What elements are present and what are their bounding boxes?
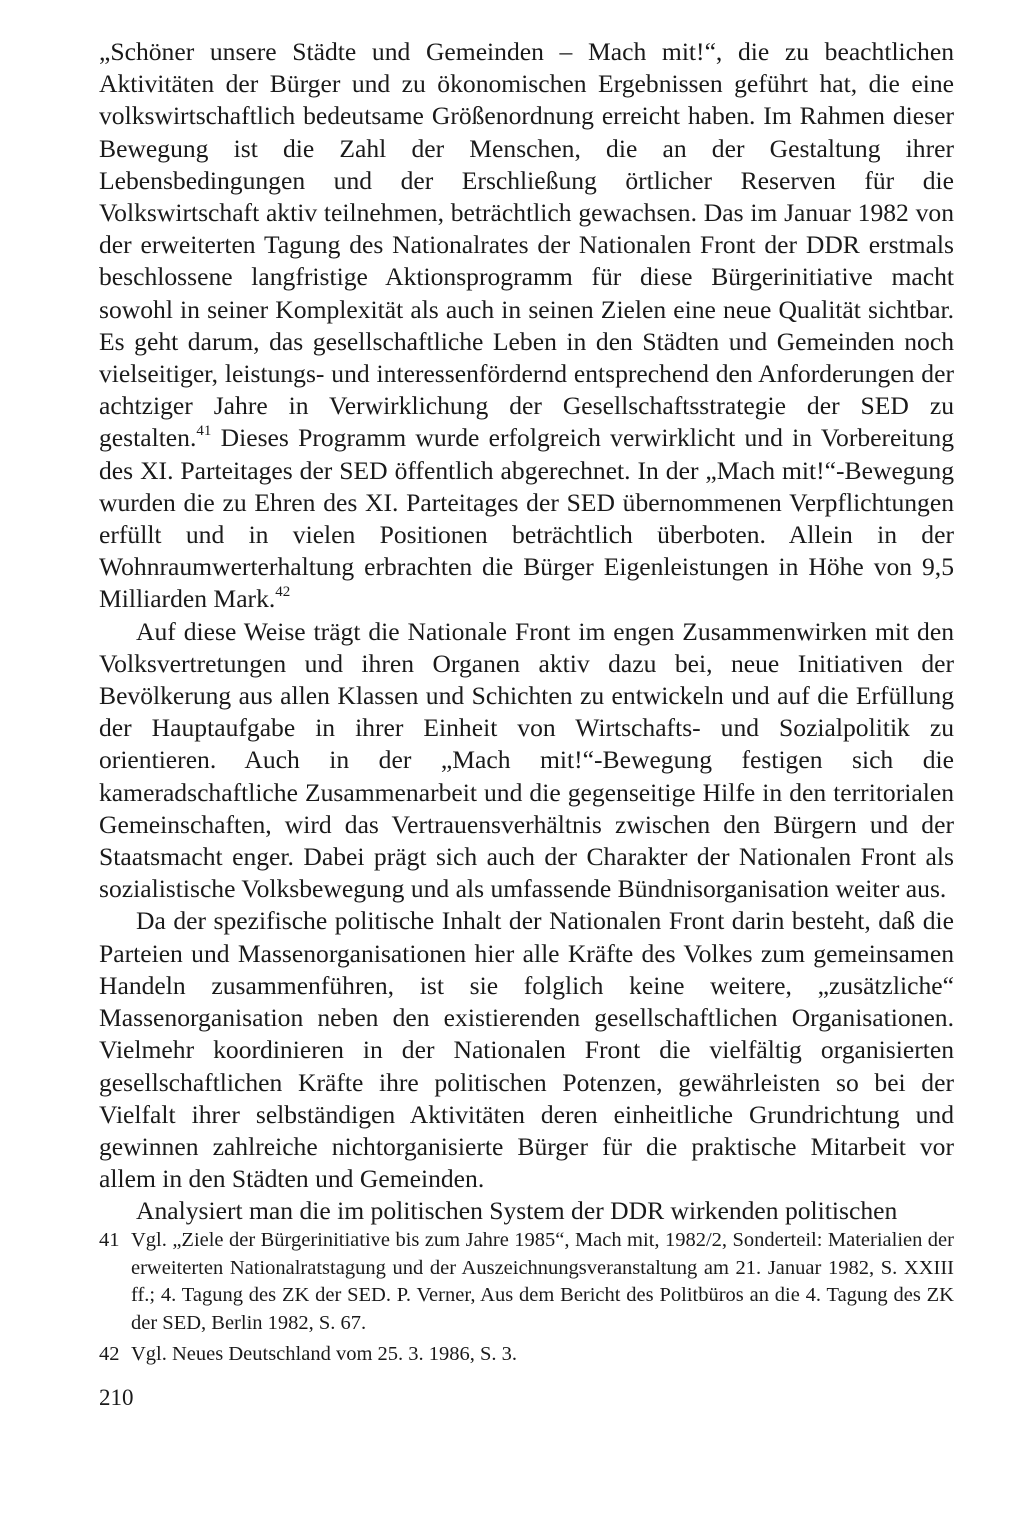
footnote-number: 41 — [99, 1229, 120, 1251]
paragraph-4: Analysiert man die im politischen System der DDR wirkenden politischen — [136, 1196, 898, 1226]
footnote-text: Vgl. „Ziele der Bürgerinitiative bis zum Jahre 1985“, Mach mit, 1982/2, Sonderteil: Materialien der erweiterten Nationalratstagung und der Auszeichnungsveranstaltung am 21. Januar 1982, S. XXIII ff.; 4. Tagung des ZK der SED. P. Verner, Aus dem Bericht des Politbüros an die 4. Tagung des ZK der SED, Berlin 1982, S. 67. — [131, 1229, 954, 1334]
paragraph-1-text: „Schöner unsere Städte und Gemeinden – Mach mit!“, die zu beachtlichen Aktivitäten der Bürger und zu ökonomischen Ergebnissen geführt hat, die eine volkswirtschaftlich bedeutsame Größenordnung erreicht haben. Im Rahmen dieser Bewegung ist die Zahl der Menschen, die an der Gestaltung ihrer Lebensbedingungen und der Erschließung örtlicher Reserven für die Volkswirtschaft aktiv teilnehmen, beträchtlich gewachsen. Das im Januar 1982 von der erweiterten Tagung des Nationalrates der Nationalen Front der DDR erstmals beschlossene langfristige Aktionsprogramm für diese Bürgerinitiative macht sowohl in seiner Komplexität als auch in seinen Zielen eine neue Qualität sichtbar. Es geht darum, das gesellschaftliche Leben in den Städten und Gemeinden noch vielseitiger, leistungs- und interessenfördernd entsprechend den Anforderungen der achtziger Jahre in Verwirklichung der Gesellschaftsstrategie der SED zu gestalten. — [99, 37, 954, 453]
body-text — [99, 36, 954, 1228]
paragraph-1-continued: Dieses Programm wurde erfolgreich verwirklicht und in Vorbereitung des XI. Parteitages der SED öffentlich abgerechnet. In der „Mach mit!“-Bewegung wurden die zu Ehren des XI. Parteitages der SED übernommenen Verpflichtungen erfüllt und in vielen Positionen beträchtlich überboten. Allein in der Wohnraumwerterhaltung erbrachten die Bürger Eigenleistungen in Höhe von 9,5 Milliarden Mark. — [99, 423, 954, 614]
footnote-ref-42[interactable]: 42 — [275, 583, 291, 600]
footnote-42 — [99, 1341, 954, 1369]
footnotes — [99, 1227, 954, 1373]
footnote-ref-41[interactable]: 41 — [196, 422, 212, 439]
footnote-41 — [99, 1227, 954, 1337]
paragraph-3: Da der spezifische politische Inhalt der Nationalen Front darin besteht, daß die Parteien und Massenorganisationen hier alle Kräfte des Volkes zum gemeinsamen Handeln zusammenführen, ist sie folglich keine weitere, „zusätzliche“ Massenorganisation neben den existierenden gesellschaftlichen Organisationen. Vielmehr koordinieren in der Nationalen Front die vielfältig organisierten gesellschaftlichen Kräfte ihre politischen Potenzen, gewährleisten so bei der Vielfalt ihrer selbständigen Aktivitäten deren einheitliche Grundrichtung und gewinnen zahlreiche nichtorganisierte Bürger für die praktische Mitarbeit vor allem in den Städten und Gemeinden. — [99, 906, 954, 1194]
footnote-text: Vgl. Neues Deutschland vom 25. 3. 1986, S. 3. — [131, 1343, 518, 1365]
page-number: 210 — [99, 1385, 134, 1410]
paragraph-2: Auf diese Weise trägt die Nationale Front im engen Zusammenwirken mit den Volksvertretungen und ihren Organen aktiv dazu bei, neue Initiativen der Bevölkerung aus allen Klassen und Schichten zu entwickeln und auf die Erfüllung der Hauptaufgabe in ihrer Einheit von Wirtschafts- und Sozialpolitik zu orientieren. Auch in der „Mach mit!“-Bewegung festigen sich die kameradschaftliche Zusammenarbeit und die gegenseitige Hilfe in den territorialen Gemeinschaften, wird das Vertrauensverhältnis zwischen den Bürgern und der Staatsmacht enger. Dabei prägt sich auch der Charakter der Nationalen Front als sozialistische Volksbewegung und als umfassende Bündnisorganisation weiter aus. — [99, 616, 954, 904]
page — [99, 36, 954, 1228]
footnote-number: 42 — [99, 1343, 120, 1365]
paragraph-1 — [99, 36, 954, 616]
